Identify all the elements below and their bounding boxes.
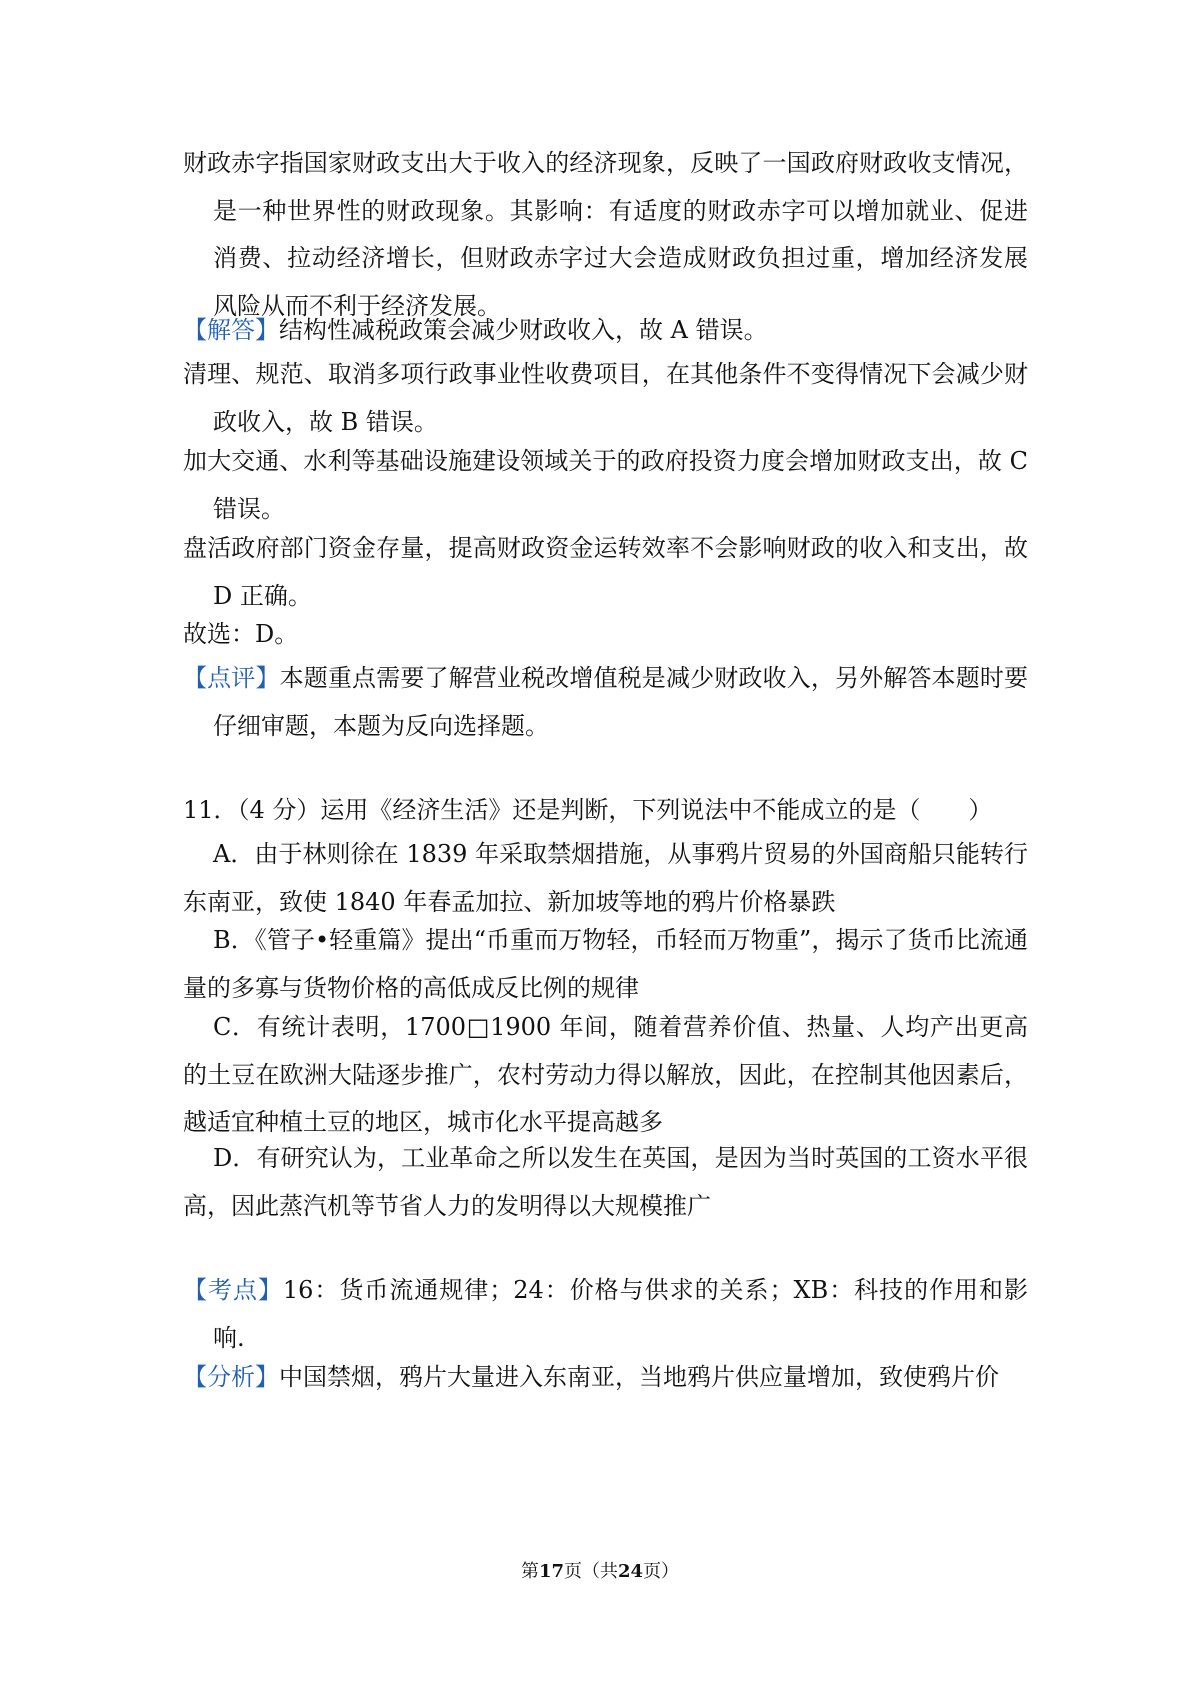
footer-suffix: 页） <box>643 1561 680 1582</box>
fiscal-deficit-paragraph: 财政赤字指国家财政支出大于收入的经济现象，反映了一国政府财政收支情况，是一种世界性的财政现象。其影响：有适度的财政赤字可以增加就业、促进消费、拉动经济增长，但财政赤字过大会造成财政负担过重，增加经济发展风险从而不利于经济发展。 <box>183 149 1028 320</box>
page-footer <box>0 1560 1200 1584</box>
review-text: 本题重点需要了解营业税改增值税是减少财政收入，另外解答本题时要仔细审题，本题为反向选择题。 <box>213 664 1029 740</box>
answer-line-d: 盘活政府部门资金存量，提高财政资金运转效率不会影响财政的收入和支出，故 D 正确。 <box>183 534 1028 610</box>
footer-total-pages: 24 <box>618 1561 644 1582</box>
question-11-stem: 11．（4 分）运用《经济生活》还是判断，下列说法中不能成立的是（ ） <box>183 796 993 824</box>
footer-prefix: 第 <box>520 1561 539 1582</box>
answer-line-c: 加大交通、水利等基础设施建设领域关于的政府投资力度会增加财政支出，故 C 错误。 <box>183 447 1028 523</box>
option-b: B．《管子•轻重篇》提出“币重而万物轻，币轻而万物重”，揭示了货币比流通量的多寡与货物价格的高低成反比例的规律 <box>183 926 1028 1002</box>
answer-tag: 【解答】 <box>183 316 279 344</box>
fenxi-text: 中国禁烟，鸦片大量进入东南亚，当地鸦片供应量增加，致使鸦片价 <box>279 1363 999 1391</box>
review-tag: 【点评】 <box>183 664 280 692</box>
footer-middle: 页（共 <box>564 1561 618 1582</box>
kaodian-text: 16：货币流通规律；24：价格与供求的关系；XB：科技的作用和影响. <box>213 1276 1029 1352</box>
footer-page-number: 17 <box>538 1561 564 1582</box>
kaodian-tag: 【考点】 <box>183 1276 283 1304</box>
answer-block <box>183 307 1028 355</box>
review-block <box>183 655 1028 750</box>
answer-text: 结构性减税政策会减少财政收入，故 A 错误。 <box>279 316 768 344</box>
fenxi-block <box>183 1354 1028 1402</box>
answer-line-b: 清理、规范、取消多项行政事业性收费项目，在其他条件不变得情况下会减少财政收入，故 B 错误。 <box>183 360 1028 436</box>
option-d: D．有研究认为，工业革命之所以发生在英国，是因为当时英国的工资水平很高，因此蒸汽机等节省人力的发明得以大规模推广 <box>183 1144 1028 1220</box>
fenxi-tag: 【分析】 <box>183 1363 279 1391</box>
option-c: C．有统计表明，1700□1900 年间，随着营养价值、热量、人均产出更高的土豆在欧洲大陆逐步推广，农村劳动力得以解放，因此，在控制其他因素后，越适宜种植土豆的地区，城市化水平提高越多 <box>183 1013 1028 1136</box>
answer-choice: 故选：D。 <box>183 620 299 648</box>
kaodian-block <box>183 1267 1028 1362</box>
option-a: A．由于林则徐在 1839 年采取禁烟措施，从事鸦片贸易的外国商船只能转行东南亚，致使 1840 年春孟加拉、新加坡等地的鸦片价格暴跌 <box>183 840 1028 916</box>
